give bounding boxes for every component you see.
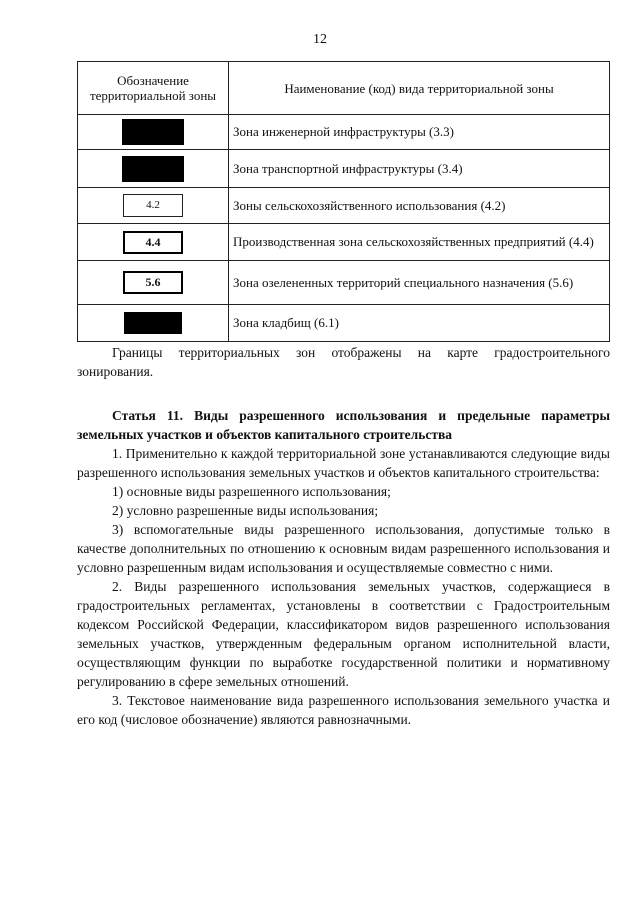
zone-symbol-cell <box>78 224 229 261</box>
zone-symbol: 4.2 <box>123 194 183 217</box>
page-number: 12 <box>313 32 327 47</box>
zone-name: Производственная зона сельскохозяйственных предприятий (4.4) <box>229 224 610 261</box>
zone-name: Зона инженерной инфраструктуры (3.3) <box>229 115 610 150</box>
table-header-row <box>78 62 610 115</box>
zones-table <box>77 61 610 342</box>
boundaries-note: Границы территориальных зон отображены на карте градостроительного зонирования. <box>77 345 610 379</box>
zone-symbol: 5.6 <box>123 271 183 294</box>
article-title: Статья 11. Виды разрешенного использования и предельные параметры земельных участков и объектов капитального строительства <box>77 408 610 442</box>
zone-symbol-cell <box>78 188 229 224</box>
table-row <box>78 188 610 224</box>
zone-symbol-redacted <box>122 156 184 182</box>
list-item: 3) вспомогательные виды разрешенного использования, допустимые только в качестве дополнительных по отношению к основным видам разрешенного использования и условно разрешенным видам использования и осуществляемые совместно с ними. <box>77 522 610 575</box>
zone-symbol-cell <box>78 305 229 342</box>
zone-symbol-redacted <box>122 119 184 145</box>
paragraph: 2. Виды разрешенного использования земельных участков, содержащиеся в градостроительных регламентах, установлены в соответствии с Градостроительным кодексом Российской Федерации, классификатором видов разрешенного использования земельных участков, утвержденным федеральным органом исполнительной власти, осуществляющим функции по выработке государственной политики и нормативному регулированию в сфере земельных отношений. <box>77 579 610 689</box>
list-item: 2) условно разрешенные виды использования; <box>112 503 379 518</box>
table-row <box>78 305 610 342</box>
zone-name: Зона транспортной инфраструктуры (3.4) <box>229 150 610 188</box>
zone-symbol-cell <box>78 115 229 150</box>
zone-symbol: 4.4 <box>123 231 183 254</box>
paragraph: 1. Применительно к каждой территориальной зоне устанавливаются следующие виды разрешенного использования земельных участков и объектов капитального строительства: <box>77 446 610 480</box>
zone-symbol-redacted <box>124 312 182 334</box>
table-row <box>78 224 610 261</box>
list-item: 1) основные виды разрешенного использования; <box>112 484 391 499</box>
zone-symbol-cell <box>78 261 229 305</box>
zone-name: Зоны сельскохозяйственного использования (4.2) <box>229 188 610 224</box>
table-row <box>78 261 610 305</box>
table-row <box>78 150 610 188</box>
table-row <box>78 115 610 150</box>
zone-name: Зона озелененных территорий специального назначения (5.6) <box>229 261 610 305</box>
header-name: Наименование (код) вида территориальной зоны <box>229 62 610 115</box>
article-section <box>77 406 610 729</box>
zone-symbol-cell <box>78 150 229 188</box>
header-symbol: Обозначение территориальной зоны <box>78 62 229 115</box>
paragraph: 3. Текстовое наименование вида разрешенного использования земельного участка и его код (числовое обозначение) являются равнозначными. <box>77 693 610 727</box>
body-text <box>77 343 610 381</box>
zone-name: Зона кладбищ (6.1) <box>229 305 610 342</box>
